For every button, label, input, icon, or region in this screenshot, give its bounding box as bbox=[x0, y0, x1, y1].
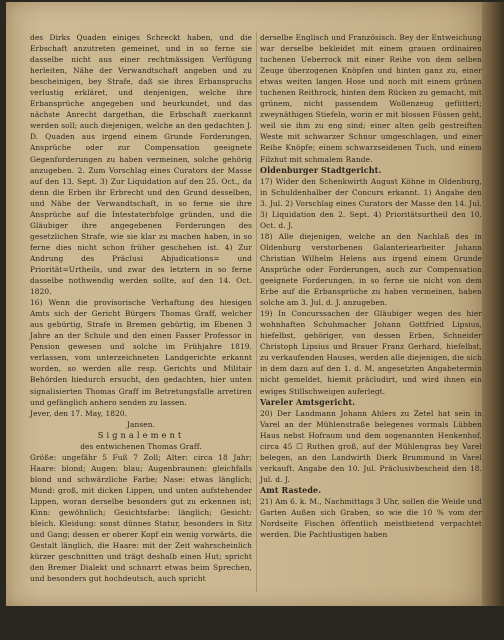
paragraph: 18) Alle diejenigen, welche an den Nachlaß des in Oldenburg verstorbenen Galanteriearbeiter Johann Christian Wilhelm Helens aus irgend einem Grunde Ansprüche oder Forderungen, auch zur Compensation geeignete Forderungen, in so ferne sie nicht von dem Erbe auf die Erbansprüche zu haben vermeinen, haben solche am 3. Jul. d. J. anzugeben. bbox=[260, 231, 482, 308]
paragraph: Oldenburger Stadtgericht. bbox=[260, 164, 382, 175]
paragraph: derselbe Englisch und Französisch. Bey der Entweichung war derselbe bekleidet mit einem grauen ordinairen tuchenen Ueberrock mit einer Reihe von dem selben Zeuge überzogenen Knöpfen und hinten ganz zu, einer etwas weiten langen Hose und noch mit einem grünen tuchenen Reithrock, hinten dem Rücken zu gemacht, mit grünem, nicht passendem Wollenzeug gefüttert; zweynäthigen Stiefeln, worin er mit blossen Füssen geht, weil sie ihm zu eng sind; einer alten gelb gestreiften Weste mit schwarzer Schnur umgeschlagen, und einer Reihe Knöpfe; einem schwarzseidenen Tuch, und einem Filzhut mit schmalem Rande. bbox=[260, 33, 482, 164]
page-edge bbox=[482, 2, 504, 606]
paragraph: Jansen. bbox=[126, 419, 156, 429]
paragraph: Signalement bbox=[97, 429, 185, 440]
left-column bbox=[30, 32, 252, 598]
paragraph: Amt Rastede. bbox=[260, 484, 322, 495]
right-column bbox=[260, 32, 482, 598]
paragraph: 17) Wider den Schenkwirth August Köhne in Oldenburg, in Schuldenhalber der Concurs erkannt. 1) Angabe den 3. Jul. 2) Vorschlag eines Curators der Masse den 14. Jul. 3) Liquidation den 2. Sept. 4) Prioritätsurtheil den 10. Oct. d. J. bbox=[260, 176, 482, 230]
paragraph: des entwichenen Thomas Graff. bbox=[80, 441, 202, 451]
scanned-page bbox=[6, 2, 482, 606]
viewer-footer bbox=[0, 606, 504, 640]
paragraph: Größe: ungefähr 5 Fuß 7 Zoll; Alter: circa 18 Jahr; Haare: blond; Augen: blau; Augenbraunen: gleichfalls blond und schwärzliche Farbe; Nase: etwas länglich; Mund: groß, mit dicken Lippen, und unten aufstehender Lippen, woran derselbe besonders gut zu erkennen ist; Kinn: gewöhnlich; Gesichtsfarbe: länglich; Gesicht: bleich. Kleidung: sonst dünnes Statur, besonders in Sitz und Gang; dessen er oberer Kopf ein wenig vorwärts, die Gestalt länglich, die Haare: mit der Zeit wahrscheinlich kürzer geschnitten und trägt deshalb einen Hut; spricht den Bremer Dialekt und schnarrt etwas beim Sprechen, und besonders gut hochdeutsch, auch spricht bbox=[30, 452, 252, 584]
paragraph: 20) Der Landmann Johann Ahlers zu Zetel hat sein in Varel an der Mühlenstraße belegenes vormals Lübben Haus nebst Hofraum und dem sogenannten Henkenhof, circa 45 ☐ Ruthen groß, auf der Mühlengras bey Varel belegen, an den Landwirth Dierk Brummund in Varel verkauft. Angabe den 10. Jul. Präclusivbescheid den 18. Jul. d. J. bbox=[260, 408, 482, 484]
paragraph: 16) Wenn die provisorische Verhaftung des hiesigen Amts sich der Gericht Bürgers Thomas Graff, welcher aus gebürtig, Strafe in Bremen gebürtig, im Ebenen 3 Jahre an der Schule und den einen Fasser Professor in Pension gewesen und solche im Frühjahre 1819. verlassen, vom unterzeichneten Landgerichte erkannt worden, so werden alle resp. Gerichts und Militair Behörden hiedurch ersucht, den gedachten, hier unten signalisierten Thomas Graff im Betretungsfalle arretiren und gefänglich anhero senden zu lassen. bbox=[30, 298, 252, 407]
column-divider bbox=[256, 32, 257, 592]
paragraph: des Dirks Quaden einiges Schreckt haben, und die Erbschaft anzutreten gemeinet, und in so ferne sie dasselbe nicht aus einer rechtmässigen Verfügung herleiten, Nähe der Verwandtschaft angeben und zu bescheinigen, bey Strafe, daß sie ihres Erbanspruchs verlustig erkläret, und denjenigen, welche ihre Erbansprüche angegeben und beurkundet, und das nächste Anrecht dargethan, die Erbschaft zuerkannt werden soll; auch diejenigen, welche an den gedachten J. D. Quaden aus irgend einem Grunde Forderungen, Ansprüche oder zur Compensation geeignete Gegenforderungen zu haben vermeinen, solche gehörig anzugeben. 2. Zum Vorschlag eines Curators der Masse auf den 13. Sept. 3) Zur Liquidation auf den 25. Oct., da denn die Erben ihr Erbrecht und den Grund desselben, und Nähe der Verwandtschaft, in so ferne sie ihre Ansprüche auf die Intestaterbfolge gründen, und die Gläubiger ihre angegebenen Forderungen des gesetzlichen Strafe, wie sie klar zu machen haben, in so ferne dies nicht schon früher geschehen ist. 4) Zur Andrung des Präclusi Abjudications= und Priorität=Urtheils, und zwar des letztern in so ferne dasselbe nothwendig werden sollte, auf den 14. Oct. 1820. bbox=[30, 33, 252, 297]
paragraph: 19) In Concurssachen der Gläubiger wegen des hier wohnhaften Schuhmacher Johann Gottfried Lipsius, hiefelbst, gehöriger, von dessen Erben, Schneider Christoph Lipsius und Brauer Franz Gerhard, hiefelbst, zu verkaufenden Hauses, werden alle diejenigen, die sich in dem dazu auf den 1. d. M. angesetzten Angabetermin nicht gemeldet, hiemit präcludirt, und wird ihnen ein ewiges Stillschweigen auferlegt. bbox=[260, 309, 482, 396]
paragraph: Jever, den 17. May, 1820. bbox=[30, 408, 128, 418]
paragraph: Vareler Amtsgericht. bbox=[260, 396, 356, 407]
paragraph: 21) Am 6. k. M., Nachmittags 3 Uhr, sollen die Weide und Garten Außen sich Graben, so wie die 10 % vom der Nordseite Fischen öffentlich meistbietend verpachtet werden. Die Pachtlustigen haben bbox=[260, 496, 482, 540]
